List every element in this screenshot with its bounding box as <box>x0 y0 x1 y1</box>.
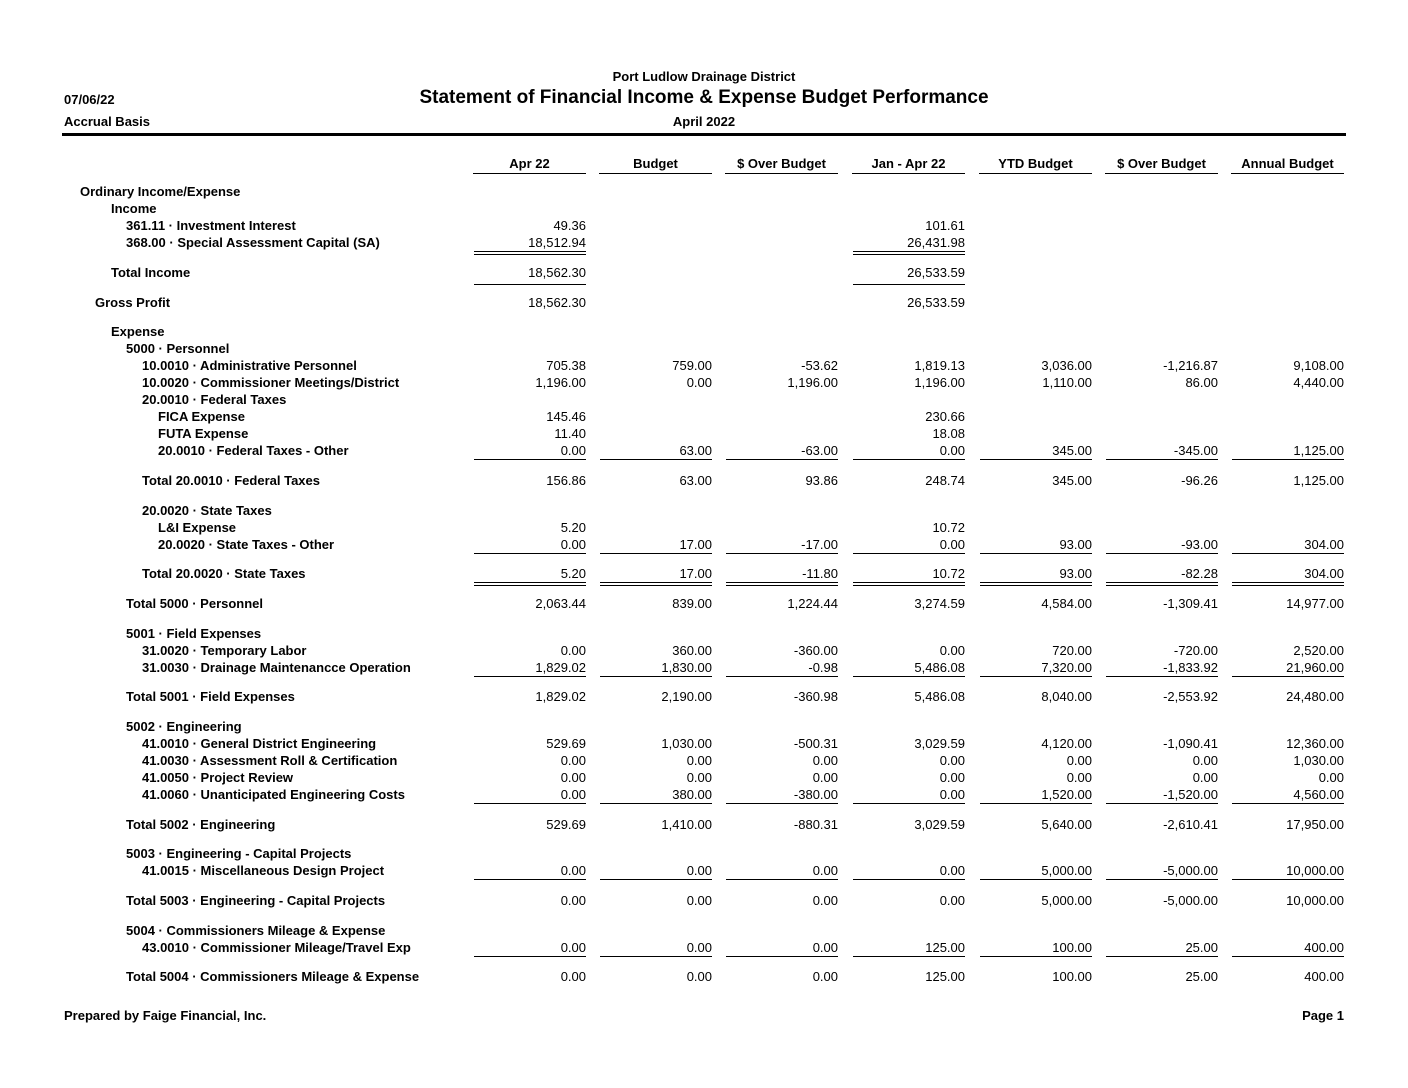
row-label: Total 5004 · Commissioners Mileage & Expense <box>126 969 420 984</box>
amount-cell: 0.00 <box>1066 753 1092 768</box>
amount-cell: 9,108.00 <box>1293 358 1344 373</box>
amount-cell: 0.00 <box>686 893 712 908</box>
amount-cell: 400.00 <box>1304 969 1344 984</box>
amount-cell: 345.00 <box>1052 473 1092 488</box>
amount-cell: -2,610.41 <box>1163 817 1218 832</box>
subtotal-underline <box>474 553 586 554</box>
row-label: Ordinary Income/Expense <box>80 184 241 199</box>
amount-cell: 24,480.00 <box>1286 689 1344 704</box>
amount-cell: 529.69 <box>546 817 586 832</box>
total-underline <box>1106 585 1218 586</box>
amount-cell: 230.66 <box>925 409 965 424</box>
subtotal-underline <box>980 879 1092 880</box>
total-underline <box>853 284 965 285</box>
subtotal-underline <box>474 251 586 252</box>
row-label: 361.11 · Investment Interest <box>126 218 296 233</box>
amount-cell: 5.20 <box>560 566 586 581</box>
subtotal-underline <box>980 553 1092 554</box>
subtotal-underline <box>726 582 838 583</box>
amount-cell: 0.00 <box>560 753 586 768</box>
total-underline <box>980 585 1092 586</box>
subtotal-underline <box>1232 459 1344 460</box>
amount-cell: 1,829.02 <box>535 660 586 675</box>
subtotal-underline <box>474 956 586 957</box>
total-underline <box>726 585 838 586</box>
amount-cell: -96.26 <box>1181 473 1218 488</box>
amount-cell: 0.00 <box>812 969 838 984</box>
amount-cell: -1,833.92 <box>1163 660 1218 675</box>
subtotal-underline <box>1106 956 1218 957</box>
row-label: Total 5002 · Engineering <box>126 817 276 832</box>
amount-cell: 0.00 <box>686 940 712 955</box>
amount-cell: 1,224.44 <box>787 596 838 611</box>
amount-cell: -345.00 <box>1173 443 1218 458</box>
amount-cell: 3,029.59 <box>914 736 965 751</box>
amount-cell: -93.00 <box>1181 537 1218 552</box>
row-label: FICA Expense <box>158 409 245 424</box>
amount-cell: 93.86 <box>805 473 838 488</box>
total-underline <box>474 284 586 285</box>
amount-cell: 26,533.59 <box>907 295 965 310</box>
total-underline <box>853 254 965 255</box>
amount-cell: 1,030.00 <box>1293 753 1344 768</box>
row-label: 41.0010 · General District Engineering <box>142 736 377 751</box>
subtotal-underline <box>1106 879 1218 880</box>
row-label: 20.0020 · State Taxes - Other <box>158 537 335 552</box>
row-label: 41.0050 · Project Review <box>142 770 294 785</box>
amount-cell: 5,640.00 <box>1041 817 1092 832</box>
subtotal-underline <box>980 803 1092 804</box>
row-label: 5004 · Commissioners Mileage & Expense <box>126 923 386 938</box>
subtotal-underline <box>600 676 712 677</box>
amount-cell: 0.00 <box>686 375 712 390</box>
amount-cell: 49.36 <box>553 218 586 233</box>
subtotal-underline <box>474 459 586 460</box>
amount-cell: 0.00 <box>560 787 586 802</box>
row-label: Income <box>111 201 157 216</box>
amount-cell: 5,486.08 <box>914 689 965 704</box>
amount-cell: 0.00 <box>1192 770 1218 785</box>
amount-cell: -2,553.92 <box>1163 689 1218 704</box>
amount-cell: -17.00 <box>801 537 838 552</box>
amount-cell: 11.40 <box>554 426 586 441</box>
subtotal-underline <box>980 956 1092 957</box>
row-label: 10.0020 · Commissioner Meetings/District <box>142 375 400 390</box>
subtotal-underline <box>1232 803 1344 804</box>
subtotal-underline <box>726 553 838 554</box>
amount-cell: 0.00 <box>812 940 838 955</box>
amount-cell: 0.00 <box>686 969 712 984</box>
report-period: April 2022 <box>672 114 736 129</box>
amount-cell: 2,063.44 <box>535 596 586 611</box>
amount-cell: 156.86 <box>546 473 586 488</box>
amount-cell: 145.46 <box>546 409 586 424</box>
amount-cell: 304.00 <box>1304 566 1344 581</box>
amount-cell: 93.00 <box>1059 537 1092 552</box>
subtotal-underline <box>853 251 965 252</box>
amount-cell: 248.74 <box>925 473 965 488</box>
row-label: Total Income <box>111 265 191 280</box>
row-label: Total 20.0010 · Federal Taxes <box>142 473 320 488</box>
subtotal-underline <box>1232 879 1344 880</box>
amount-cell: 0.00 <box>560 537 586 552</box>
row-label: FUTA Expense <box>158 426 249 441</box>
subtotal-underline <box>980 676 1092 677</box>
amount-cell: 0.00 <box>939 753 965 768</box>
amount-cell: 529.69 <box>546 736 586 751</box>
amount-cell: 360.00 <box>672 643 712 658</box>
amount-cell: 86.00 <box>1185 375 1218 390</box>
subtotal-underline <box>1232 582 1344 583</box>
header-divider <box>62 133 1346 136</box>
amount-cell: -500.31 <box>793 736 838 751</box>
amount-cell: 839.00 <box>672 596 712 611</box>
subtotal-underline <box>600 803 712 804</box>
row-label: 20.0010 · Federal Taxes - Other <box>158 443 349 458</box>
amount-cell: -11.80 <box>802 566 838 581</box>
amount-cell: 2,520.00 <box>1293 643 1344 658</box>
amount-cell: 17,950.00 <box>1286 817 1344 832</box>
amount-cell: 1,110.00 <box>1042 375 1092 390</box>
amount-cell: 21,960.00 <box>1286 660 1344 675</box>
subtotal-underline <box>474 803 586 804</box>
subtotal-underline <box>1232 676 1344 677</box>
amount-cell: 125.00 <box>925 940 965 955</box>
amount-cell: 0.00 <box>939 893 965 908</box>
amount-cell: 1,829.02 <box>535 689 586 704</box>
amount-cell: 63.00 <box>679 473 712 488</box>
amount-cell: 0.00 <box>812 770 838 785</box>
amount-cell: 1,410.00 <box>661 817 712 832</box>
row-label: Gross Profit <box>95 295 171 310</box>
subtotal-underline <box>1106 803 1218 804</box>
subtotal-underline <box>726 459 838 460</box>
amount-cell: -1,309.41 <box>1163 596 1218 611</box>
row-label: 20.0010 · Federal Taxes <box>142 392 287 407</box>
row-label: 31.0020 · Temporary Labor <box>142 643 307 658</box>
subtotal-underline <box>1106 459 1218 460</box>
amount-cell: 3,036.00 <box>1041 358 1092 373</box>
amount-cell: 5.20 <box>560 520 586 535</box>
amount-cell: 0.00 <box>686 770 712 785</box>
amount-cell: 705.38 <box>546 358 586 373</box>
total-underline <box>1232 585 1344 586</box>
amount-cell: 720.00 <box>1052 643 1092 658</box>
page-number: Page 1 <box>1302 1008 1344 1023</box>
amount-cell: 0.00 <box>812 863 838 878</box>
amount-cell: -1,090.41 <box>1163 736 1218 751</box>
amount-cell: 1,196.00 <box>914 375 965 390</box>
amount-cell: 5,000.00 <box>1041 893 1092 908</box>
column-header: YTD Budget <box>979 156 1092 174</box>
amount-cell: 0.00 <box>939 537 965 552</box>
amount-cell: 0.00 <box>560 940 586 955</box>
amount-cell: 25.00 <box>1185 969 1218 984</box>
amount-cell: 12,360.00 <box>1286 736 1344 751</box>
subtotal-underline <box>600 459 712 460</box>
amount-cell: -880.31 <box>793 817 838 832</box>
subtotal-underline <box>1106 553 1218 554</box>
amount-cell: 8,040.00 <box>1041 689 1092 704</box>
column-header: Apr 22 <box>473 156 586 174</box>
amount-cell: -0.98 <box>808 660 838 675</box>
amount-cell: 1,830.00 <box>661 660 712 675</box>
prepared-by: Prepared by Faige Financial, Inc. <box>64 1008 267 1023</box>
subtotal-underline <box>1106 582 1218 583</box>
total-underline <box>474 585 586 586</box>
amount-cell: 0.00 <box>560 643 586 658</box>
row-label: Total 5001 · Field Expenses <box>126 689 295 704</box>
amount-cell: -53.62 <box>801 358 838 373</box>
amount-cell: 4,120.00 <box>1041 736 1092 751</box>
amount-cell: 26,533.59 <box>907 265 965 280</box>
subtotal-underline <box>853 676 965 677</box>
row-label: Total 20.0020 · State Taxes <box>142 566 306 581</box>
amount-cell: 1,520.00 <box>1041 787 1092 802</box>
amount-cell: 0.00 <box>560 893 586 908</box>
amount-cell: 1,030.00 <box>661 736 712 751</box>
amount-cell: 18,562.30 <box>528 265 586 280</box>
amount-cell: 1,125.00 <box>1293 443 1344 458</box>
amount-cell: 0.00 <box>686 863 712 878</box>
amount-cell: 380.00 <box>672 787 712 802</box>
amount-cell: 4,560.00 <box>1293 787 1344 802</box>
subtotal-underline <box>853 459 965 460</box>
subtotal-underline <box>474 879 586 880</box>
row-label: Total 5003 · Engineering - Capital Projects <box>126 893 386 908</box>
amount-cell: 0.00 <box>939 863 965 878</box>
amount-cell: 0.00 <box>939 643 965 658</box>
row-label: L&I Expense <box>158 520 237 535</box>
subtotal-underline <box>853 879 965 880</box>
amount-cell: 100.00 <box>1052 940 1092 955</box>
total-underline <box>474 254 586 255</box>
amount-cell: 0.00 <box>1318 770 1344 785</box>
subtotal-underline <box>1232 553 1344 554</box>
amount-cell: 101.61 <box>925 218 965 233</box>
amount-cell: 0.00 <box>939 787 965 802</box>
row-label: 41.0060 · Unanticipated Engineering Costs <box>142 787 405 802</box>
column-header: Jan - Apr 22 <box>852 156 965 174</box>
subtotal-underline <box>726 676 838 677</box>
row-label: 31.0030 · Drainage Maintenancce Operation <box>142 660 411 675</box>
subtotal-underline <box>600 582 712 583</box>
amount-cell: 17.00 <box>679 537 712 552</box>
amount-cell: 0.00 <box>939 443 965 458</box>
subtotal-underline <box>853 553 965 554</box>
row-label: 368.00 · Special Assessment Capital (SA) <box>126 235 380 250</box>
column-header: Annual Budget <box>1231 156 1344 174</box>
amount-cell: -63.00 <box>801 443 838 458</box>
row-label: 5002 · Engineering <box>126 719 242 734</box>
subtotal-underline <box>726 956 838 957</box>
amount-cell: 1,196.00 <box>787 375 838 390</box>
amount-cell: 18,562.30 <box>528 295 586 310</box>
amount-cell: 0.00 <box>686 753 712 768</box>
subtotal-underline <box>1106 676 1218 677</box>
subtotal-underline <box>600 879 712 880</box>
column-header: Budget <box>599 156 712 174</box>
row-label: 5001 · Field Expenses <box>126 626 262 641</box>
subtotal-underline <box>1232 956 1344 957</box>
amount-cell: 759.00 <box>672 358 712 373</box>
amount-cell: 93.00 <box>1059 566 1092 581</box>
amount-cell: 5,486.08 <box>914 660 965 675</box>
amount-cell: 0.00 <box>812 893 838 908</box>
column-header: $ Over Budget <box>725 156 838 174</box>
amount-cell: 1,196.00 <box>535 375 586 390</box>
amount-cell: 17.00 <box>679 566 712 581</box>
amount-cell: -360.98 <box>793 689 838 704</box>
amount-cell: 0.00 <box>560 770 586 785</box>
amount-cell: 345.00 <box>1052 443 1092 458</box>
amount-cell: -5,000.00 <box>1163 863 1218 878</box>
amount-cell: 18,512.94 <box>528 235 586 250</box>
subtotal-underline <box>474 676 586 677</box>
amount-cell: 18.08 <box>932 426 965 441</box>
amount-cell: -1,216.87 <box>1163 358 1218 373</box>
company-name: Port Ludlow Drainage District <box>612 69 796 84</box>
subtotal-underline <box>600 553 712 554</box>
subtotal-underline <box>980 459 1092 460</box>
amount-cell: 100.00 <box>1052 969 1092 984</box>
amount-cell: 25.00 <box>1185 940 1218 955</box>
subtotal-underline <box>853 803 965 804</box>
amount-cell: -380.00 <box>793 787 838 802</box>
amount-cell: 304.00 <box>1304 537 1344 552</box>
amount-cell: 3,029.59 <box>914 817 965 832</box>
subtotal-underline <box>980 582 1092 583</box>
amount-cell: 14,977.00 <box>1286 596 1344 611</box>
amount-cell: 10,000.00 <box>1286 893 1344 908</box>
amount-cell: 0.00 <box>939 770 965 785</box>
report-title: Statement of Financial Income & Expense Budget Performance <box>419 87 989 108</box>
subtotal-underline <box>474 582 586 583</box>
column-header: $ Over Budget <box>1105 156 1218 174</box>
amount-cell: 0.00 <box>1192 753 1218 768</box>
amount-cell: 5,000.00 <box>1041 863 1092 878</box>
amount-cell: 125.00 <box>925 969 965 984</box>
row-label: 41.0030 · Assessment Roll & Certification <box>142 753 398 768</box>
amount-cell: 0.00 <box>560 863 586 878</box>
report-date: 07/06/22 <box>64 92 115 107</box>
row-label: 5000 · Personnel <box>126 341 230 356</box>
total-underline <box>600 585 712 586</box>
subtotal-underline <box>726 803 838 804</box>
amount-cell: 1,125.00 <box>1293 473 1344 488</box>
total-underline <box>853 585 965 586</box>
amount-cell: 10,000.00 <box>1286 863 1344 878</box>
amount-cell: 63.00 <box>679 443 712 458</box>
amount-cell: 7,320.00 <box>1041 660 1092 675</box>
row-label: 43.0010 · Commissioner Mileage/Travel Exp <box>142 940 411 955</box>
amount-cell: 26,431.98 <box>907 235 965 250</box>
accounting-basis: Accrual Basis <box>64 114 150 129</box>
amount-cell: 0.00 <box>1066 770 1092 785</box>
amount-cell: -1,520.00 <box>1163 787 1218 802</box>
amount-cell: 0.00 <box>812 753 838 768</box>
subtotal-underline <box>853 582 965 583</box>
subtotal-underline <box>726 879 838 880</box>
amount-cell: 10.72 <box>932 566 965 581</box>
row-label: 5003 · Engineering - Capital Projects <box>126 846 352 861</box>
subtotal-underline <box>600 956 712 957</box>
row-label: 20.0020 · State Taxes <box>142 503 272 518</box>
amount-cell: 2,190.00 <box>661 689 712 704</box>
amount-cell: 400.00 <box>1304 940 1344 955</box>
row-label: 41.0015 · Miscellaneous Design Project <box>142 863 385 878</box>
amount-cell: -360.00 <box>793 643 838 658</box>
row-label: Total 5000 · Personnel <box>126 596 264 611</box>
row-label: Expense <box>111 324 165 339</box>
amount-cell: 4,584.00 <box>1041 596 1092 611</box>
amount-cell: 10.72 <box>932 520 965 535</box>
amount-cell: 0.00 <box>560 969 586 984</box>
amount-cell: 3,274.59 <box>914 596 965 611</box>
amount-cell: 1,819.13 <box>914 358 965 373</box>
subtotal-underline <box>853 956 965 957</box>
amount-cell: -82.28 <box>1181 566 1218 581</box>
amount-cell: 0.00 <box>560 443 586 458</box>
amount-cell: 4,440.00 <box>1293 375 1344 390</box>
amount-cell: -5,000.00 <box>1163 893 1218 908</box>
amount-cell: -720.00 <box>1173 643 1218 658</box>
row-label: 10.0010 · Administrative Personnel <box>142 358 357 373</box>
